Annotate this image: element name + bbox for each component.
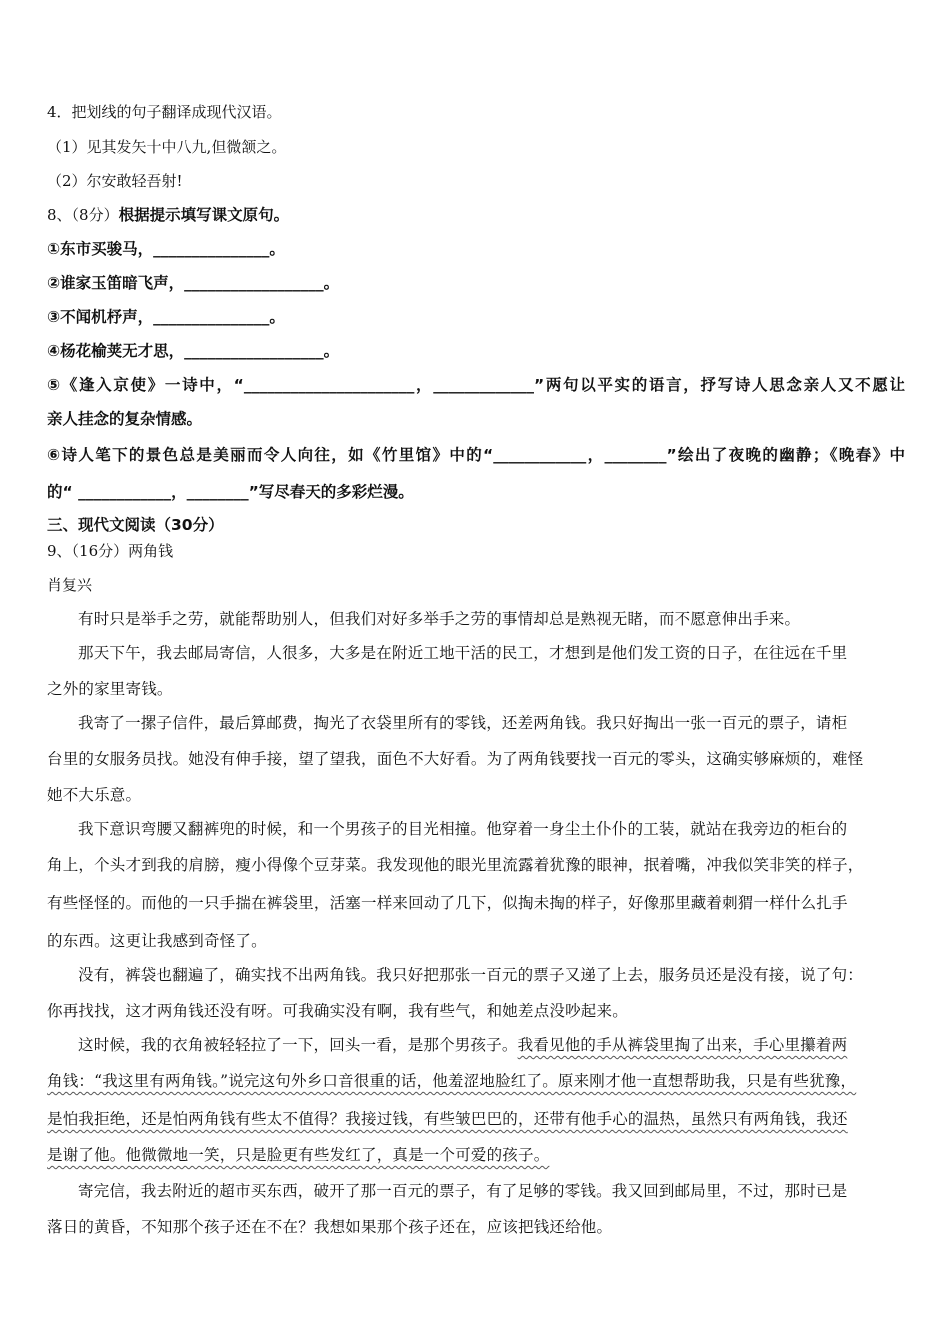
paragraph-6-plain-text: 这时候，我的衣角被轻轻拉了一下，回头一看，是那个男孩子。 <box>78 1036 518 1054</box>
q8-item-5-line-2: 亲人挂念的复杂情感。 <box>47 410 203 428</box>
paragraph-6-line-2 <box>47 1071 856 1091</box>
paragraph-6-line-1 <box>78 1035 847 1055</box>
q8-item-5-line-1: ⑤《逢入京使》一诗中，“______________________，_____________”两句以平实的语言，抒写诗人思念亲人又不愿让 <box>47 376 905 394</box>
q8-item-6-line-2: 的“ ____________，________”写尽春天的多彩烂漫。 <box>47 483 414 501</box>
paragraph-7-line-1: 寄完信，我去附近的超市买东西，破开了那一百元的票子，有了足够的零钱。我又回到邮局里，不过，那时已是 <box>78 1182 848 1200</box>
q8-item-6-line-1: ⑥诗人笔下的景色总是美丽而令人向往，如《竹里馆》中的“____________，________”绘出了夜晚的幽静；《晚春》中 <box>47 446 905 464</box>
underlined-sentence-start: 我看见他的手从裤袋里掏了出来，手心里攥着两 <box>517 1036 848 1054</box>
q8-heading <box>47 205 289 225</box>
q8-item-4: ④杨花榆荚无才思，__________________。 <box>47 342 340 360</box>
q4-sentence-1: （1）见其发矢十中八九,但微颔之。 <box>47 138 287 156</box>
underlined-sentence-end: 是谢了他。他微微地一笑，只是脸更有些发红了，真是一个可爱的孩子。 <box>47 1146 550 1164</box>
q8-item-1: ①东市买骏马，_______________。 <box>47 240 285 258</box>
q9-author: 肖复兴 <box>47 576 93 594</box>
underlined-sentence: 角钱：“我这里有两角钱。”说完这句外乡口音很重的话，他羞涩地脸红了。原来刚才他一直想帮助我，只是有些犹豫， <box>47 1072 857 1090</box>
paragraph-4-line-1: 我下意识弯腰又翻裤兜的时候，和一个男孩子的目光相撞。他穿着一身尘土仆仆的工装，就站在我旁边的柜台的 <box>78 820 848 838</box>
paragraph-5-line-2: 你再找找，这才两角钱还没有呀。可我确实没有啊，我有些气，和她差点没吵起来。 <box>47 1002 628 1020</box>
paragraph-3-line-1: 我寄了一摞子信件，最后算邮费，掏光了衣袋里所有的零钱，还差两角钱。我只好掏出一张一百元的票子，请柜 <box>78 714 848 732</box>
paragraph-7-line-2: 落日的黄昏，不知那个孩子还在不在？我想如果那个孩子还在，应该把钱还给他。 <box>47 1218 613 1236</box>
paragraph-2-line-2: 之外的家里寄钱。 <box>47 680 173 698</box>
paragraph-4-line-2: 角上，个头才到我的肩膀，瘦小得像个豆芽菜。我发现他的眼光里流露着犹豫的眼神，抿着嘴，冲我似笑非笑的样子， <box>47 856 864 874</box>
paragraph-4-line-4: 的东西。这更让我感到奇怪了。 <box>47 932 267 950</box>
q8-item-2: ②谁家玉笛暗飞声，__________________。 <box>47 274 340 292</box>
paragraph-4-line-3: 有些怪怪的。而他的一只手揣在裤袋里，活塞一样来回动了几下，似掏未掏的样子，好像那里藏着刺猬一样什么扎手 <box>47 894 848 912</box>
paragraph-2-line-1: 那天下午，我去邮局寄信，人很多，大多是在附近工地干活的民工，才想到是他们发工资的日子，在往远在千里 <box>78 644 848 662</box>
paragraph-1: 有时只是举手之劳，就能帮助别人，但我们对好多举手之劳的事情却总是熟视无睹，而不愿意伸出手来。 <box>78 610 801 628</box>
q8-item-3: ③不闻机杼声，_______________。 <box>47 308 285 326</box>
q4-sentence-2: （2）尔安敢轻吾射! <box>47 172 183 190</box>
paragraph-6-line-3 <box>47 1109 848 1129</box>
q4-stem: 4．把划线的句子翻译成现代汉语。 <box>47 103 282 121</box>
paragraph-3-line-3: 她不大乐意。 <box>47 786 142 804</box>
paragraph-5-line-1: 没有，裤袋也翻遍了，确实找不出两角钱。我只好把那张一百元的票子又递了上去，服务员还是没有接，说了句： <box>78 966 864 984</box>
q8-number: 8、（8分） <box>47 206 119 224</box>
underlined-sentence: 是怕我拒绝，还是怕两角钱有些太不值得？我接过钱，有些皱巴巴的，还带有他手心的温热，虽然只有两角钱，我还 <box>47 1110 848 1128</box>
section-3-title: 三、现代文阅读（30分） <box>47 516 224 534</box>
paragraph-6-line-4 <box>47 1145 549 1165</box>
q9-heading: 9、（16分）两角钱 <box>47 542 174 560</box>
q8-instruction: 根据提示填写课文原句。 <box>118 206 290 224</box>
paragraph-3-line-2: 台里的女服务员找。她没有伸手接，望了望我，面色不大好看。为了两角钱要找一百元的零头，这确实够麻烦的，难怪 <box>47 750 864 768</box>
